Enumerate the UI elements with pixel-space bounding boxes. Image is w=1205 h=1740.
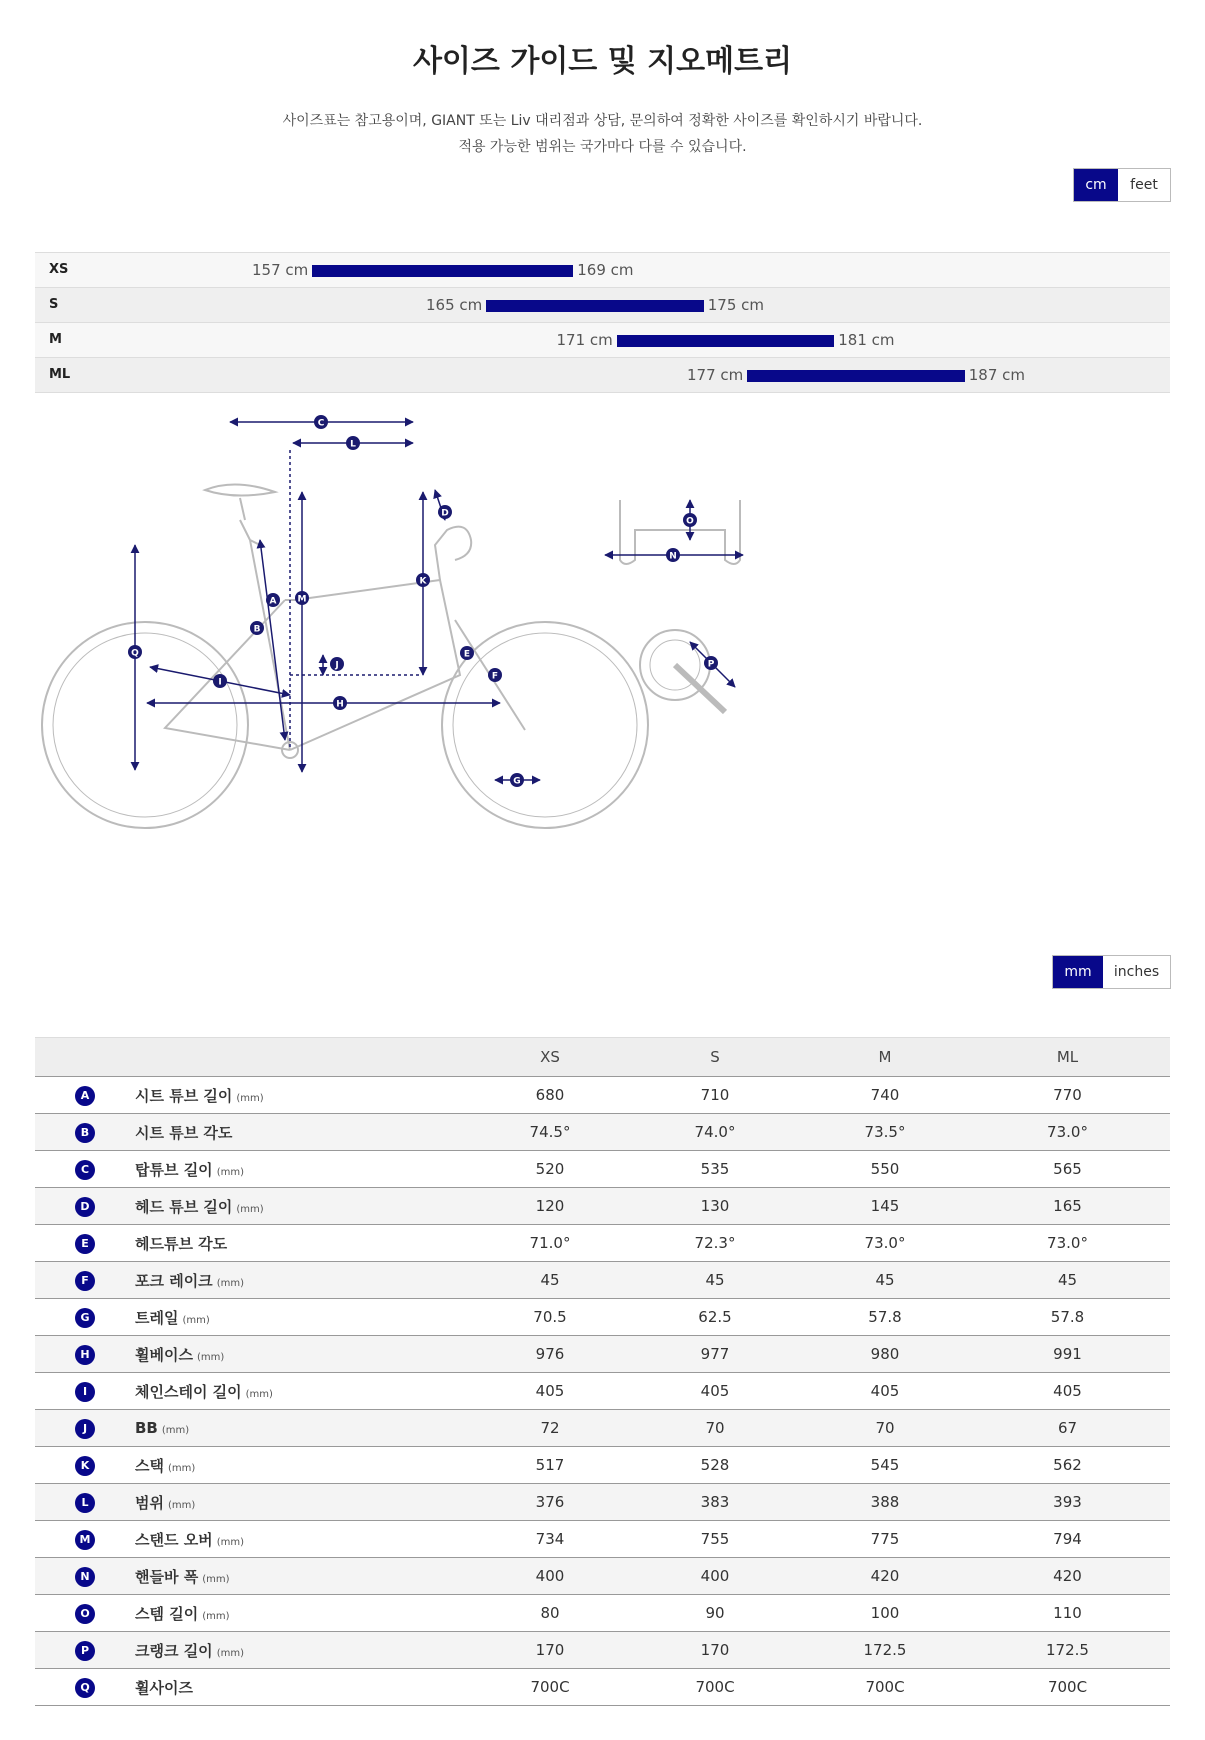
geometry-label: BB (135, 1419, 158, 1437)
geometry-unit: (mm) (216, 1277, 244, 1289)
geometry-unit: (mm) (236, 1203, 264, 1215)
geometry-row-k (35, 1447, 1170, 1484)
geometry-value-ml: 45 (965, 1262, 1170, 1299)
geometry-key-badge: G (75, 1308, 95, 1328)
geometry-row-n (35, 1558, 1170, 1595)
geometry-row-o (35, 1595, 1170, 1632)
page-title: 사이즈 가이드 및 지오메트리 (412, 44, 793, 79)
geometry-badge-cell (35, 1595, 135, 1632)
size-range-max: 181 cm (838, 331, 895, 349)
svg-text:B: B (253, 624, 261, 635)
geometry-value-ml: 770 (965, 1077, 1170, 1114)
geometry-label: 탑튜브 길이 (135, 1160, 213, 1179)
geometry-row-m (35, 1521, 1170, 1558)
geometry-label-cell (135, 1669, 475, 1706)
size-range-row (35, 252, 1170, 287)
diagram-marker-b (250, 621, 264, 635)
size-range-bar (486, 300, 704, 312)
geometry-label: 범위 (135, 1493, 164, 1512)
geometry-key-badge: K (75, 1456, 95, 1476)
geometry-value-xs: 120 (475, 1188, 625, 1225)
geometry-badge-cell (35, 1447, 135, 1484)
geometry-label: 트레일 (135, 1308, 179, 1327)
geometry-key-badge: J (75, 1419, 95, 1439)
geometry-value-s: 72.3° (625, 1225, 805, 1262)
geometry-value-xs: 70.5 (475, 1299, 625, 1336)
size-range-label: M (49, 332, 62, 347)
geometry-row-q (35, 1669, 1170, 1706)
geometry-key-badge: H (75, 1345, 95, 1365)
subtitle-line-2: 적용 가능한 범위는 국가마다 다를 수 있습니다. (458, 139, 747, 155)
svg-text:L: L (350, 439, 356, 450)
geometry-value-m: 73.5° (805, 1114, 965, 1151)
geometry-label: 헤드 튜브 길이 (135, 1197, 233, 1216)
geometry-unit: (mm) (202, 1573, 230, 1585)
geometry-value-m: 100 (805, 1595, 965, 1632)
geometry-label-cell (135, 1077, 475, 1114)
geometry-value-s: 400 (625, 1558, 805, 1595)
geometry-value-s: 700C (625, 1669, 805, 1706)
diagram-marker-h (333, 696, 347, 710)
geometry-label-cell (135, 1373, 475, 1410)
header-badge-col (35, 1038, 135, 1077)
geometry-value-xs: 405 (475, 1373, 625, 1410)
geometry-value-s: 170 (625, 1632, 805, 1669)
geometry-label-cell (135, 1225, 475, 1262)
height-unit-cm-button[interactable]: cm (1074, 169, 1118, 201)
size-range-row (35, 357, 1170, 393)
header-size-s: S (625, 1038, 805, 1077)
diagram-marker-e (460, 646, 474, 660)
size-range-label: XS (49, 262, 69, 277)
geometry-value-m: 57.8 (805, 1299, 965, 1336)
geometry-badge-cell (35, 1225, 135, 1262)
geometry-value-s: 62.5 (625, 1299, 805, 1336)
geometry-table-header (35, 1038, 1170, 1077)
geometry-value-xs: 45 (475, 1262, 625, 1299)
geometry-value-ml: 991 (965, 1336, 1170, 1373)
geometry-badge-cell (35, 1299, 135, 1336)
geometry-value-xs: 734 (475, 1521, 625, 1558)
geometry-label: 핸들바 폭 (135, 1567, 199, 1586)
diagram-marker-j (330, 657, 344, 671)
geometry-label: 스택 (135, 1456, 164, 1475)
svg-text:K: K (419, 576, 427, 587)
geometry-value-ml: 562 (965, 1447, 1170, 1484)
geometry-label: 헤드튜브 각도 (135, 1234, 228, 1253)
height-unit-toggle (1073, 168, 1171, 202)
geometry-badge-cell (35, 1558, 135, 1595)
geometry-unit: (mm) (161, 1425, 190, 1436)
geometry-row-e (35, 1225, 1170, 1262)
diagram-marker-n (666, 548, 680, 562)
svg-text:H: H (336, 699, 344, 710)
header-label-col (135, 1038, 475, 1077)
svg-text:O: O (686, 516, 694, 527)
header-size-m: M (805, 1038, 965, 1077)
geometry-row-a (35, 1077, 1170, 1114)
geometry-value-s: 90 (625, 1595, 805, 1632)
geometry-row-d (35, 1188, 1170, 1225)
geometry-value-xs: 80 (475, 1595, 625, 1632)
geometry-label-cell (135, 1299, 475, 1336)
geometry-unit: (mm) (196, 1351, 225, 1363)
geometry-key-badge: N (75, 1567, 95, 1587)
geometry-label: 스탠드 오버 (135, 1530, 213, 1549)
size-range-row (35, 322, 1170, 357)
header-size-xs: XS (475, 1038, 625, 1077)
size-range-min: 177 cm (686, 366, 744, 384)
geometry-value-ml: 165 (965, 1188, 1170, 1225)
geometry-badge-cell (35, 1410, 135, 1447)
geometry-table (35, 1037, 1170, 1706)
geometry-row-p (35, 1632, 1170, 1669)
diagram-marker-q (128, 645, 142, 659)
geometry-key-badge: L (75, 1493, 95, 1513)
geometry-value-s: 710 (625, 1077, 805, 1114)
diagram-marker-o (683, 513, 697, 527)
geometry-row-f (35, 1262, 1170, 1299)
geometry-label-cell (135, 1558, 475, 1595)
geometry-value-s: 405 (625, 1373, 805, 1410)
geometry-value-m: 405 (805, 1373, 965, 1410)
geometry-value-m: 45 (805, 1262, 965, 1299)
svg-text:I: I (218, 677, 222, 688)
geometry-label-cell (135, 1262, 475, 1299)
geometry-value-m: 775 (805, 1521, 965, 1558)
geometry-label: 체인스테이 길이 (135, 1382, 242, 1401)
geometry-badge-cell (35, 1521, 135, 1558)
geometry-value-ml: 565 (965, 1151, 1170, 1188)
geometry-value-s: 70 (625, 1410, 805, 1447)
geometry-label-cell (135, 1410, 475, 1447)
geometry-value-s: 74.0° (625, 1114, 805, 1151)
size-range-bar (617, 335, 835, 347)
geometry-value-m: 980 (805, 1336, 965, 1373)
geometry-badge-cell (35, 1262, 135, 1299)
diagram-marker-c (314, 415, 328, 429)
geometry-unit: (mm) (216, 1166, 244, 1178)
geometry-value-xs: 376 (475, 1484, 625, 1521)
svg-text:E: E (463, 649, 471, 660)
geometry-value-s: 535 (625, 1151, 805, 1188)
geometry-value-ml: 110 (965, 1595, 1170, 1632)
geometry-label: 크랭크 길이 (135, 1641, 213, 1660)
geometry-value-m: 740 (805, 1077, 965, 1114)
diagram-marker-k (416, 573, 430, 587)
geometry-row-g (35, 1299, 1170, 1336)
geometry-value-s: 528 (625, 1447, 805, 1484)
geometry-label-cell (135, 1336, 475, 1373)
geometry-value-ml: 67 (965, 1410, 1170, 1447)
geometry-value-m: 545 (805, 1447, 965, 1484)
geometry-value-ml: 393 (965, 1484, 1170, 1521)
geometry-badge-cell (35, 1151, 135, 1188)
geometry-value-m: 145 (805, 1188, 965, 1225)
diagram-marker-f (488, 668, 502, 682)
geometry-label-cell (135, 1151, 475, 1188)
geometry-value-ml: 57.8 (965, 1299, 1170, 1336)
subtitle-line-1: 사이즈표는 참고용이며, GIANT 또는 Liv 대리점과 상담, 문의하여 정확한 사이즈를 확인하시기 바랍니다. (282, 113, 923, 129)
geometry-key-badge: I (75, 1382, 95, 1402)
svg-text:G: G (513, 776, 521, 787)
geometry-label-cell (135, 1484, 475, 1521)
geometry-unit: (mm) (216, 1536, 244, 1548)
geometry-value-s: 45 (625, 1262, 805, 1299)
geometry-badge-cell (35, 1373, 135, 1410)
svg-text:J: J (335, 660, 339, 671)
diagram-marker-m (295, 591, 309, 605)
geometry-key-badge: D (75, 1197, 95, 1217)
geometry-value-m: 172.5 (805, 1632, 965, 1669)
geometry-unit: (mm) (245, 1388, 273, 1400)
geometry-value-ml: 700C (965, 1669, 1170, 1706)
geometry-key-badge: Q (75, 1678, 95, 1698)
geometry-label-cell (135, 1632, 475, 1669)
bike-frame-illustration (42, 484, 740, 828)
geometry-value-xs: 170 (475, 1632, 625, 1669)
geometry-label-cell (135, 1447, 475, 1484)
size-range-max: 175 cm (707, 296, 765, 314)
diagram-marker-i (213, 674, 227, 688)
size-range-row (35, 287, 1170, 322)
geometry-value-m: 420 (805, 1558, 965, 1595)
geometry-row-i (35, 1373, 1170, 1410)
geometry-badge-cell (35, 1336, 135, 1373)
geometry-key-badge: F (75, 1271, 95, 1291)
geometry-value-s: 383 (625, 1484, 805, 1521)
geometry-value-xs: 680 (475, 1077, 625, 1114)
geometry-value-xs: 520 (475, 1151, 625, 1188)
diagram-marker-d (438, 505, 452, 519)
geometry-value-xs: 74.5° (475, 1114, 625, 1151)
size-range-min: 165 cm (425, 296, 483, 314)
geometry-key-badge: E (75, 1234, 95, 1254)
geometry-value-ml: 405 (965, 1373, 1170, 1410)
measurement-lines (135, 422, 743, 780)
geometry-row-b (35, 1114, 1170, 1151)
size-range-bar (312, 265, 573, 277)
geometry-label: 휠베이스 (135, 1345, 193, 1364)
size-range-min: 157 cm (251, 261, 309, 279)
geometry-value-ml: 420 (965, 1558, 1170, 1595)
geometry-unit-toggle (1052, 955, 1171, 989)
geometry-row-c (35, 1151, 1170, 1188)
geometry-badge-cell (35, 1632, 135, 1669)
geometry-value-m: 73.0° (805, 1225, 965, 1262)
geometry-badge-cell (35, 1188, 135, 1225)
size-range-chart (35, 252, 1170, 393)
svg-text:A: A (269, 596, 277, 607)
geometry-unit-inches-button[interactable]: inches (1113, 964, 1160, 980)
geometry-label: 시트 튜브 각도 (135, 1123, 233, 1142)
geometry-badge-cell (35, 1077, 135, 1114)
size-range-bar (747, 370, 965, 382)
svg-text:F: F (491, 671, 499, 682)
geometry-label: 휠사이즈 (135, 1678, 193, 1697)
geometry-unit: (mm) (167, 1499, 196, 1511)
geometry-key-badge: O (75, 1604, 95, 1624)
geometry-badge-cell (35, 1669, 135, 1706)
geometry-value-m: 70 (805, 1410, 965, 1447)
geometry-value-xs: 517 (475, 1447, 625, 1484)
geometry-value-ml: 172.5 (965, 1632, 1170, 1669)
diagram-marker-g (510, 773, 524, 787)
geometry-value-ml: 794 (965, 1521, 1170, 1558)
geometry-value-xs: 400 (475, 1558, 625, 1595)
svg-text:D: D (441, 508, 449, 519)
geometry-label: 포크 레이크 (135, 1271, 213, 1290)
height-unit-feet-button[interactable]: feet (1130, 177, 1158, 193)
geometry-label: 시트 튜브 길이 (135, 1086, 233, 1105)
svg-text:M: M (297, 594, 307, 605)
geometry-key-badge: M (75, 1530, 95, 1550)
geometry-unit: (mm) (167, 1462, 196, 1474)
rear-wheel (42, 622, 248, 828)
geometry-row-h (35, 1336, 1170, 1373)
geometry-unit: (mm) (202, 1610, 230, 1622)
geometry-key-badge: B (75, 1123, 95, 1143)
size-range-label: S (49, 297, 59, 312)
geometry-label-cell (135, 1595, 475, 1632)
page-subtitle (0, 108, 1205, 160)
geometry-value-ml: 73.0° (965, 1225, 1170, 1262)
geometry-label-cell (135, 1188, 475, 1225)
geometry-value-xs: 72 (475, 1410, 625, 1447)
bike-geometry-diagram (35, 418, 855, 880)
header-size-ml: ML (965, 1038, 1170, 1077)
size-range-label: ML (49, 367, 71, 382)
svg-text:Q: Q (131, 648, 139, 659)
size-range-max: 187 cm (968, 366, 1026, 384)
geometry-label: 스템 길이 (135, 1604, 199, 1623)
geometry-unit: (mm) (182, 1314, 210, 1326)
geometry-value-xs: 71.0° (475, 1225, 625, 1262)
size-range-min: 171 cm (556, 331, 613, 349)
geometry-value-m: 700C (805, 1669, 965, 1706)
geometry-row-l (35, 1484, 1170, 1521)
geometry-value-s: 130 (625, 1188, 805, 1225)
svg-text:P: P (707, 659, 715, 670)
geometry-key-badge: A (75, 1086, 95, 1106)
diagram-marker-p (704, 656, 718, 670)
size-range-max: 169 cm (577, 261, 634, 279)
geometry-row-j (35, 1410, 1170, 1447)
geometry-value-xs: 700C (475, 1669, 625, 1706)
geometry-value-xs: 976 (475, 1336, 625, 1373)
diagram-marker-l (346, 436, 360, 450)
geometry-value-ml: 73.0° (965, 1114, 1170, 1151)
geometry-label-cell (135, 1521, 475, 1558)
geometry-value-m: 550 (805, 1151, 965, 1188)
geometry-badge-cell (35, 1484, 135, 1521)
geometry-unit-mm-button[interactable]: mm (1053, 956, 1103, 988)
geometry-label-cell (135, 1114, 475, 1151)
geometry-value-s: 977 (625, 1336, 805, 1373)
geometry-key-badge: C (75, 1160, 95, 1180)
geometry-value-s: 755 (625, 1521, 805, 1558)
geometry-value-m: 388 (805, 1484, 965, 1521)
geometry-unit: (mm) (216, 1647, 244, 1659)
svg-text:N: N (669, 551, 677, 562)
diagram-marker-a (266, 593, 280, 607)
geometry-badge-cell (35, 1114, 135, 1151)
geometry-key-badge: P (75, 1641, 95, 1661)
svg-text:C: C (317, 418, 325, 429)
geometry-unit: (mm) (236, 1092, 264, 1104)
